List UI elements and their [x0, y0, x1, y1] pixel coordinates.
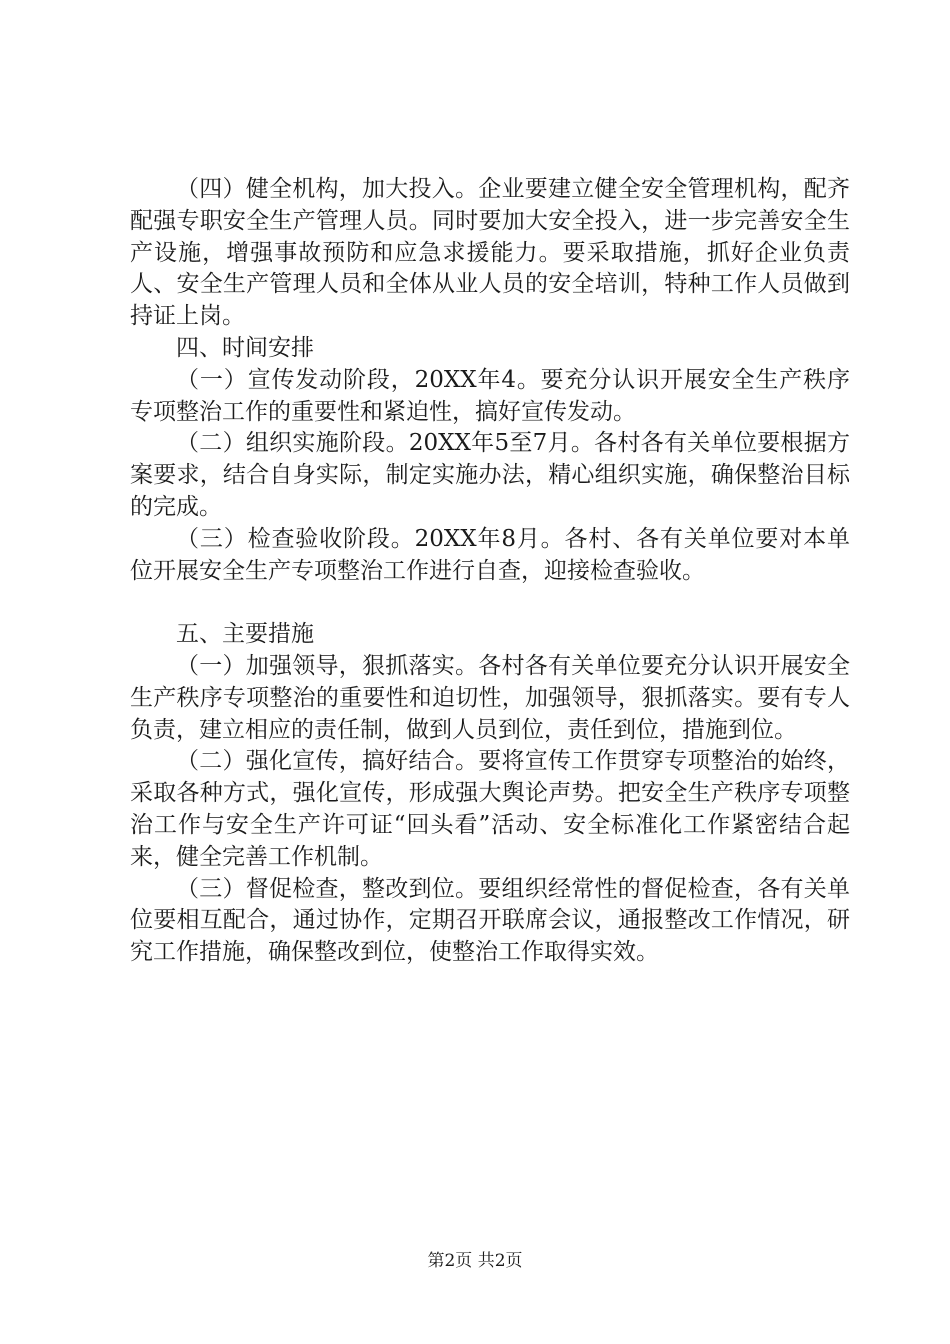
document-body: [130, 174, 850, 969]
section-heading-schedule: 四、时间安排: [176, 334, 314, 361]
paragraph-publicity: （二）强化宣传，搞好结合。要将宣传工作贯穿专项整治的始终，采取各种方式，强化宣传，形成强大舆论声势。把安全生产秩序专项整治工作与安全生产许可证“回头看”活动、安全标准化工作紧密结合起来，健全完善工作机制。: [130, 748, 850, 870]
blank-line: [130, 587, 850, 619]
paragraph-establish-institutions: （四）健全机构，加大投入。企业要建立健全安全管理机构，配齐配强专职安全生产管理人员。同时要加大安全投入，进一步完善安全生产设施，增强事故预防和应急求援能力。要采取措施，抓好企业负责人、安全生产管理人员和全体从业人员的安全培训，特种工作人员做到持证上岗。: [130, 176, 850, 330]
paragraph-supervision: （三）督促检查，整改到位。要组织经常性的督促检查，各有关单位要相互配合，通过协作，定期召开联席会议，通报整改工作情况，研究工作措施，确保整改到位，使整治工作取得实效。: [130, 875, 850, 966]
paragraph-inspection-stage: （三）检查验收阶段。20XX年8月。各村、各有关单位要对本单位开展安全生产专项整治工作进行自查，迎接检查验收。: [130, 525, 850, 584]
page-footer: 第2页 共2页: [427, 1251, 523, 1271]
paragraph-implementation-stage: （二）组织实施阶段。20XX年5至7月。各村各有关单位要根据方案要求，结合自身实际，制定实施办法，精心组织实施，确保整治目标的完成。: [130, 430, 850, 520]
section-heading-measures: 五、主要措施: [176, 621, 314, 648]
paragraph-leadership: （一）加强领导，狠抓落实。各村各有关单位要充分认识开展安全生产秩序专项整治的重要性和迫切性，加强领导，狠抓落实。要有专人负责，建立相应的责任制，做到人员到位，责任到位，措施到位。: [130, 652, 850, 743]
paragraph-publicity-stage: （一）宣传发动阶段，20XX年4。要充分认识开展安全生产秩序专项整治工作的重要性和紧迫性，搞好宣传发动。: [130, 366, 850, 425]
